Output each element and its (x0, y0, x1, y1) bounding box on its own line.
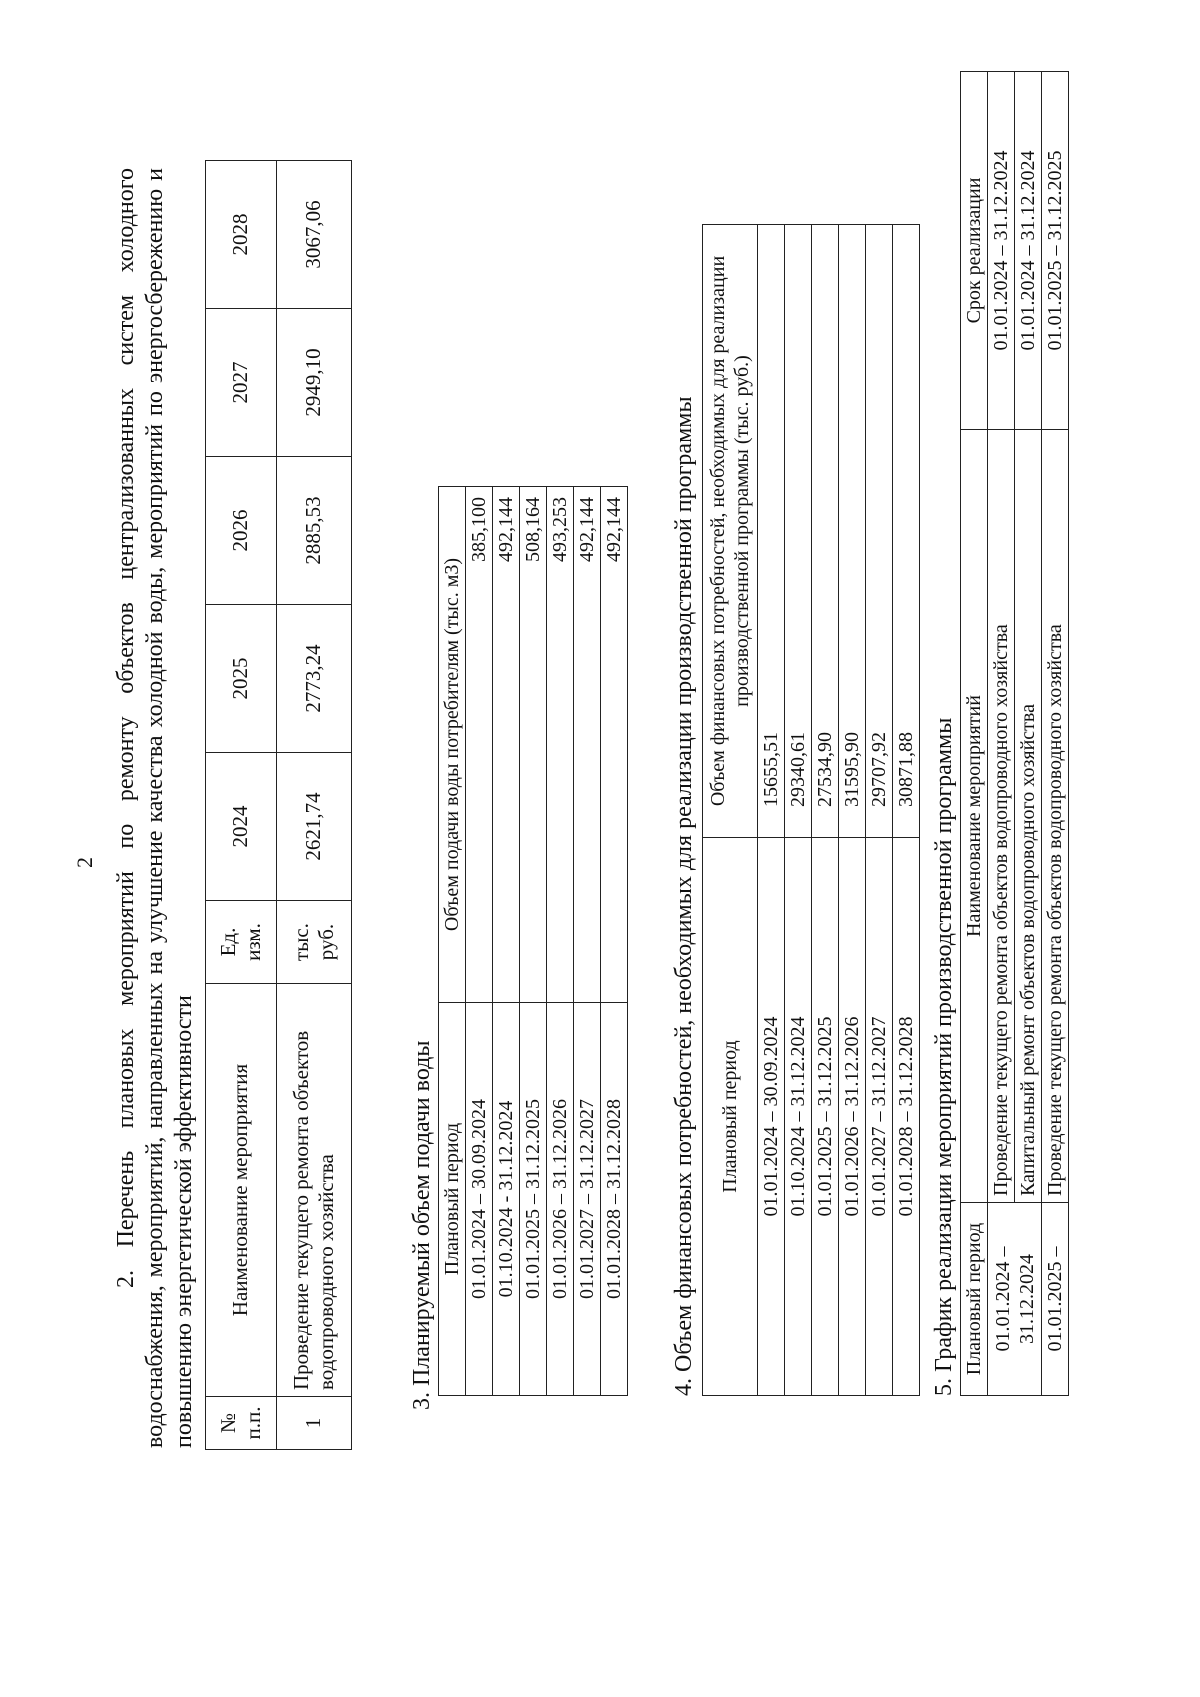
row-value: 2621,74 (277, 753, 352, 901)
schedule-table (960, 71, 1069, 1396)
table-row (785, 225, 812, 1396)
row-period: 01.01.2024 – 30.09.2024 (466, 1003, 493, 1396)
table-row (601, 487, 628, 1396)
header-term: Срок реализации (961, 72, 988, 430)
row-period: 01.01.2025 – 31.12.2025 (520, 1003, 547, 1396)
table-row (547, 487, 574, 1396)
table-row (1042, 72, 1069, 1396)
table-row (277, 161, 352, 1450)
section-5-title: 5. График реализации мероприятий производственной программы (931, 717, 957, 1396)
row-unit: тыс. руб. (277, 901, 352, 984)
header-year: 2026 (206, 457, 277, 605)
header-year: 2025 (206, 605, 277, 753)
header-num: № п.п. (206, 1397, 277, 1450)
row-period: 01.10.2024 – 31.12.2024 (785, 838, 812, 1396)
header-year: 2024 (206, 753, 277, 901)
row-value: 27534,90 (812, 225, 839, 838)
section-3-title: 3. Планируемый объем подачи воды (409, 1040, 435, 1410)
row-name: Проведение текущего ремонта объектов водопроводного хозяйства (277, 984, 352, 1397)
section-4-title: 4. Объем финансовых потребностей, необходимых для реализации производственной программы (671, 396, 697, 1396)
header-period: Плановый период (703, 838, 758, 1396)
row-value: 15655,51 (758, 225, 785, 838)
header-period: Плановый период (961, 1203, 988, 1396)
row-value: 493,253 (547, 487, 574, 1003)
row-value: 492,144 (601, 487, 628, 1003)
row-term: 01.01.2024 – 31.12.2024 (988, 72, 1015, 430)
table-row (893, 225, 920, 1396)
row-period: 01.01.2024 – 31.12.2024 (988, 1203, 1042, 1396)
header-name: Наименование мероприятий (961, 430, 988, 1203)
measures-table-header (206, 161, 277, 1450)
row-value: 508,164 (520, 487, 547, 1003)
row-term: 01.01.2025 – 31.12.2025 (1042, 72, 1069, 430)
table-row (493, 487, 520, 1396)
table-row (1015, 72, 1042, 1396)
header-volume: Объем подачи воды потребителям (тыс. м3) (439, 487, 466, 1003)
section-2-title (112, 168, 199, 1448)
header-year: 2027 (206, 309, 277, 457)
row-period: 01.01.2025 – 31.12.2025 (812, 838, 839, 1396)
header-volume: Объем финансовых потребностей, необходимых для реализации производственной программы (тыс. руб.) (703, 225, 758, 838)
row-value: 3067,06 (277, 161, 352, 309)
row-value: 29340,61 (785, 225, 812, 838)
row-name: Проведение текущего ремонта объектов водопроводного хозяйства (988, 430, 1015, 1203)
header-name: Наименование мероприятия (206, 984, 277, 1397)
row-value: 29707,92 (866, 225, 893, 838)
row-period: 01.01.2024 – 30.09.2024 (758, 838, 785, 1396)
header-period: Плановый период (439, 1003, 466, 1396)
row-name: Капитальный ремонт объектов водопроводного хозяйства (1015, 430, 1042, 1203)
table-row (758, 225, 785, 1396)
financial-needs-header (703, 225, 758, 1396)
header-year: 2028 (206, 161, 277, 309)
header-unit: Ед. изм. (206, 901, 277, 984)
row-period: 01.01.2028 – 31.12.2028 (601, 1003, 628, 1396)
table-row (839, 225, 866, 1396)
row-value: 2773,24 (277, 605, 352, 753)
page-number: 2 (72, 857, 97, 868)
row-period: 01.01.2026 – 31.12.2026 (839, 838, 866, 1396)
row-period: 01.01.2028 – 31.12.2028 (893, 838, 920, 1396)
row-value: 492,144 (574, 487, 601, 1003)
schedule-header (961, 72, 988, 1396)
table-row (866, 225, 893, 1396)
table-row (812, 225, 839, 1396)
row-value: 492,144 (493, 487, 520, 1003)
water-volume-table (438, 486, 628, 1396)
table-row (466, 487, 493, 1396)
measures-table (205, 160, 352, 1450)
row-value: 2949,10 (277, 309, 352, 457)
section-2-title-text: 2. Перечень плановых мероприятий по ремонту объектов централизованных систем холодного водоснабжения, мероприятий, направленных на улучшение качества холодной воды, мероприятий по энергосбережению и повышению энергетической эффективности (113, 168, 197, 1448)
row-name: Проведение текущего ремонта объектов водопроводного хозяйства (1042, 430, 1069, 1203)
row-period: 01.01.2026 – 31.12.2026 (547, 1003, 574, 1396)
table-row (520, 487, 547, 1396)
row-value: 31595,90 (839, 225, 866, 838)
row-period: 01.01.2027 – 31.12.2027 (574, 1003, 601, 1396)
row-value: 30871,88 (893, 225, 920, 838)
row-period: 01.01.2025 – (1042, 1203, 1069, 1396)
row-period: 01.10.2024 - 31.12.2024 (493, 1003, 520, 1396)
financial-needs-table (702, 224, 920, 1396)
row-value: 385,100 (466, 487, 493, 1003)
water-volume-header (439, 487, 466, 1396)
table-row (574, 487, 601, 1396)
rotated-document-page (50, 38, 1150, 1658)
row-num: 1 (277, 1397, 352, 1450)
table-row (988, 72, 1015, 1396)
row-period: 01.01.2027 – 31.12.2027 (866, 838, 893, 1396)
row-term: 01.01.2024 – 31.12.2024 (1015, 72, 1042, 430)
row-value: 2885,53 (277, 457, 352, 605)
